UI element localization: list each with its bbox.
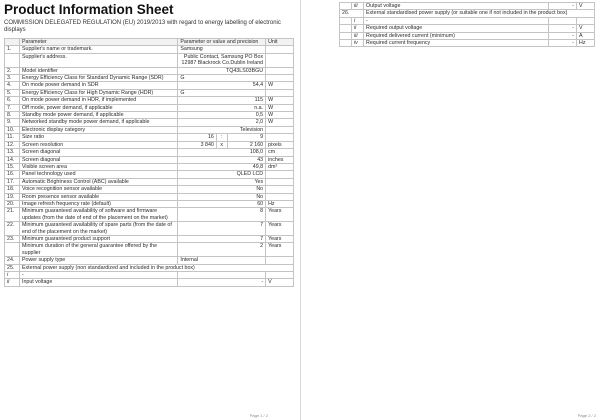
indent-cell bbox=[340, 32, 352, 39]
parameter-value: 2 bbox=[178, 243, 266, 257]
row-number: 16. bbox=[5, 171, 20, 178]
header-number-cell bbox=[5, 39, 20, 46]
table-row bbox=[5, 163, 294, 170]
parameter-unit: dm² bbox=[266, 163, 294, 170]
indent-cell bbox=[340, 17, 352, 24]
table-row bbox=[5, 53, 294, 67]
parameter-label: On mode power demand in SDR bbox=[19, 82, 177, 89]
table-body-continued bbox=[340, 3, 595, 47]
parameter-value: - bbox=[549, 40, 577, 47]
parameter-label: Voice recognition sensor available bbox=[19, 186, 177, 193]
parameter-unit bbox=[266, 46, 294, 53]
row-number: 4. bbox=[5, 82, 20, 89]
parameter-value: - bbox=[549, 32, 577, 39]
parameter-value bbox=[178, 272, 266, 279]
parameter-value: QLED LCD bbox=[178, 171, 266, 178]
table-row bbox=[5, 208, 294, 222]
parameter-value: - bbox=[178, 279, 266, 286]
parameter-unit bbox=[266, 257, 294, 264]
parameter-label: Supplier's name or trademark. bbox=[19, 46, 177, 53]
parameter-label: Image refresh frequency rate (default) bbox=[19, 200, 177, 207]
table-row bbox=[5, 126, 294, 133]
parameter-unit bbox=[577, 17, 595, 24]
table-row bbox=[340, 3, 595, 10]
parameter-value: - bbox=[549, 25, 577, 32]
parameter-value: 7 bbox=[178, 235, 266, 242]
parameter-unit: W bbox=[266, 112, 294, 119]
table-row bbox=[5, 279, 294, 286]
table-row bbox=[5, 200, 294, 207]
parameter-unit bbox=[266, 75, 294, 82]
table-row bbox=[5, 186, 294, 193]
row-number: 9. bbox=[5, 119, 20, 126]
parameter-value: G bbox=[178, 75, 266, 82]
table-row bbox=[5, 235, 294, 242]
parameter-unit: A bbox=[577, 32, 595, 39]
parameter-value: 43 bbox=[178, 156, 266, 163]
parameter-label: Electronic display category bbox=[19, 126, 177, 133]
table-row bbox=[5, 171, 294, 178]
value-part: 9 bbox=[227, 134, 266, 141]
row-number: 11. bbox=[5, 134, 20, 141]
table-row bbox=[5, 243, 294, 257]
roman-numeral: iii bbox=[352, 3, 364, 10]
parameter-unit: pixels bbox=[266, 141, 294, 148]
parameter-unit: W bbox=[266, 119, 294, 126]
table-row bbox=[5, 178, 294, 185]
table-row bbox=[5, 141, 294, 148]
row-number: 26. bbox=[340, 10, 364, 17]
row-number: 7. bbox=[5, 104, 20, 111]
row-number: 3. bbox=[5, 75, 20, 82]
parameter-unit: V bbox=[577, 3, 595, 10]
parameter-unit bbox=[266, 272, 294, 279]
table-row bbox=[340, 40, 595, 47]
row-number: 2. bbox=[5, 67, 20, 74]
page-footer: Page 2 / 2 bbox=[577, 413, 596, 418]
parameter-label: Networked standby mode power demand, if applicable bbox=[19, 119, 177, 126]
parameter-unit bbox=[266, 171, 294, 178]
parameter-unit bbox=[266, 89, 294, 96]
parameter-unit: Hz bbox=[266, 200, 294, 207]
parameter-value: 49,8 bbox=[178, 163, 266, 170]
table-row bbox=[340, 10, 595, 17]
parameter-unit: W bbox=[266, 97, 294, 104]
table-header-row bbox=[5, 39, 294, 46]
parameter-unit: W bbox=[266, 104, 294, 111]
parameter-label: - bbox=[364, 17, 549, 24]
value-part: 16 bbox=[178, 134, 217, 141]
parameter-unit bbox=[266, 126, 294, 133]
parameter-unit bbox=[266, 53, 294, 67]
parameter-unit bbox=[266, 186, 294, 193]
table-body bbox=[5, 46, 294, 286]
header-value: Parameter or value and precision bbox=[178, 39, 266, 46]
parameter-value: 54,4 bbox=[178, 82, 266, 89]
section-label: External standardised power supply (or suitable one if not included in the product box) bbox=[364, 10, 595, 17]
table-row bbox=[5, 89, 294, 96]
parameter-value: No bbox=[178, 193, 266, 200]
product-info-table bbox=[4, 38, 294, 287]
roman-numeral: iv bbox=[352, 40, 364, 47]
product-info-table-continued bbox=[339, 2, 595, 47]
parameter-value bbox=[549, 17, 577, 24]
parameter-value: 7 bbox=[178, 222, 266, 236]
table-row bbox=[5, 112, 294, 119]
table-row bbox=[340, 25, 595, 32]
parameter-label: Room presence sensor available bbox=[19, 193, 177, 200]
value-separator: x bbox=[216, 141, 227, 148]
row-number: 22. bbox=[5, 222, 20, 236]
row-number: 14. bbox=[5, 156, 20, 163]
table-row bbox=[5, 75, 294, 82]
parameter-label: Standby mode power demand, if applicable bbox=[19, 112, 177, 119]
parameter-label: Output voltage bbox=[364, 3, 549, 10]
value-separator: : bbox=[216, 134, 227, 141]
parameter-label: Supplier's address. bbox=[19, 53, 177, 67]
parameter-value: G bbox=[178, 89, 266, 96]
parameter-label: Automatic Brightness Control (ABC) available bbox=[19, 178, 177, 185]
indent-cell bbox=[340, 25, 352, 32]
parameter-label: Visible screen area bbox=[19, 163, 177, 170]
table-row bbox=[5, 156, 294, 163]
table-row bbox=[5, 97, 294, 104]
parameter-label: Energy Efficiency Class for Standard Dynamic Range (SDR) bbox=[19, 75, 177, 82]
table-row bbox=[5, 222, 294, 236]
roman-numeral: iii bbox=[352, 32, 364, 39]
row-number: 19. bbox=[5, 193, 20, 200]
parameter-label: Minimum guaranteed availability of software and firmware updates (from the date of end of the placement on the market) bbox=[19, 208, 177, 222]
value-part: 2 160 bbox=[227, 141, 266, 148]
parameter-label: Size ratio bbox=[19, 134, 177, 141]
parameter-label: Screen diagonal bbox=[19, 149, 177, 156]
value-part: 3 840 bbox=[178, 141, 217, 148]
parameter-unit: V bbox=[577, 25, 595, 32]
table-row bbox=[5, 149, 294, 156]
parameter-label: On mode power demand in HDR, if implemented bbox=[19, 97, 177, 104]
table-row bbox=[5, 264, 294, 271]
parameter-unit bbox=[266, 178, 294, 185]
row-number: 23. bbox=[5, 235, 20, 242]
header-parameter: Parameter bbox=[19, 39, 177, 46]
roman-numeral: ii bbox=[5, 279, 20, 286]
parameter-value: - bbox=[549, 3, 577, 10]
parameter-label: Off mode, power demand, if applicable bbox=[19, 104, 177, 111]
parameter-label: Minimum duration of the general guarantee offered by the supplier bbox=[19, 243, 177, 257]
parameter-label: Power supply type bbox=[19, 257, 177, 264]
document-subtitle: COMMISSION DELEGATED REGULATION (EU) 2019/2013 with regard to energy labelling of electronic displays bbox=[4, 20, 281, 33]
parameter-label: Panel technology used bbox=[19, 171, 177, 178]
indent-cell bbox=[340, 40, 352, 47]
table-row bbox=[5, 46, 294, 53]
section-label: External power supply (non standardized and included in the product box) bbox=[19, 264, 293, 271]
table-row bbox=[5, 104, 294, 111]
document-title: Product Information Sheet bbox=[4, 2, 174, 17]
parameter-unit: Years bbox=[266, 243, 294, 257]
parameter-value: 60 bbox=[178, 200, 266, 207]
roman-numeral: i bbox=[352, 17, 364, 24]
parameter-label: Minimum guaranteed product support bbox=[19, 235, 177, 242]
indent-cell bbox=[340, 3, 352, 10]
row-number: 5. bbox=[5, 89, 20, 96]
roman-numeral: ii bbox=[352, 25, 364, 32]
row-number: 6. bbox=[5, 97, 20, 104]
row-number: 10. bbox=[5, 126, 20, 133]
row-number: 24. bbox=[5, 257, 20, 264]
parameter-unit: Hz bbox=[577, 40, 595, 47]
parameter-value: Internal bbox=[178, 257, 266, 264]
parameter-value: 115 bbox=[178, 97, 266, 104]
row-number: 12. bbox=[5, 141, 20, 148]
row-number: 8. bbox=[5, 112, 20, 119]
parameter-label: Input voltage bbox=[19, 279, 177, 286]
row-number: 17. bbox=[5, 178, 20, 185]
table-row bbox=[340, 17, 595, 24]
table-row bbox=[5, 82, 294, 89]
row-number: 1. bbox=[5, 46, 20, 53]
page-footer: Page 1 / 2 bbox=[249, 413, 268, 418]
parameter-label: Minimum guaranteed availability of spare parts (from the date of end of the placement on the market) bbox=[19, 222, 177, 236]
row-number bbox=[5, 243, 20, 257]
table-row bbox=[340, 32, 595, 39]
parameter-label: Model identifier bbox=[19, 67, 177, 74]
parameter-unit: Years bbox=[266, 208, 294, 222]
parameter-value: 0,5 bbox=[178, 112, 266, 119]
row-number: 21. bbox=[5, 208, 20, 222]
row-number bbox=[5, 53, 20, 67]
parameter-unit: Years bbox=[266, 222, 294, 236]
row-number: 15. bbox=[5, 163, 20, 170]
table-row bbox=[5, 67, 294, 74]
table-row bbox=[5, 257, 294, 264]
parameter-label: Screen resolution bbox=[19, 141, 177, 148]
parameter-value: 2,0 bbox=[178, 119, 266, 126]
parameter-value: No bbox=[178, 186, 266, 193]
parameter-value: 108,0 bbox=[178, 149, 266, 156]
parameter-unit: cm bbox=[266, 149, 294, 156]
parameter-value: TQ43LS03BGU bbox=[178, 67, 266, 74]
row-number: 13. bbox=[5, 149, 20, 156]
parameter-value: Samsung bbox=[178, 46, 266, 53]
roman-numeral: i bbox=[5, 272, 20, 279]
table-row bbox=[5, 119, 294, 126]
parameter-value: Television bbox=[178, 126, 266, 133]
row-number: 20. bbox=[5, 200, 20, 207]
table-row bbox=[5, 272, 294, 279]
row-number: 25. bbox=[5, 264, 20, 271]
parameter-label: Screen diagonal bbox=[19, 156, 177, 163]
parameter-unit: V bbox=[266, 279, 294, 286]
table-row bbox=[5, 193, 294, 200]
page-2 bbox=[300, 0, 600, 420]
parameter-value: n.a. bbox=[178, 104, 266, 111]
parameter-label: Required current frequency bbox=[364, 40, 549, 47]
parameter-unit: inches bbox=[266, 156, 294, 163]
parameter-label: Energy Efficiency Class for High Dynamic Range (HDR) bbox=[19, 89, 177, 96]
parameter-value: Public Contact, Samsung PO Box 12987 Blackrock Co.Dublin Ireland bbox=[178, 53, 266, 67]
parameter-label: Required delivered current (minimum) bbox=[364, 32, 549, 39]
row-number: 18. bbox=[5, 186, 20, 193]
parameter-value: Yes bbox=[178, 178, 266, 185]
parameter-unit: W bbox=[266, 82, 294, 89]
parameter-unit bbox=[266, 193, 294, 200]
header-unit: Unit bbox=[266, 39, 294, 46]
parameter-label: - bbox=[19, 272, 177, 279]
parameter-unit bbox=[266, 67, 294, 74]
table-row bbox=[5, 134, 294, 141]
parameter-value: 8 bbox=[178, 208, 266, 222]
parameter-unit: Years bbox=[266, 235, 294, 242]
parameter-label: Required output voltage bbox=[364, 25, 549, 32]
parameter-unit bbox=[266, 134, 294, 141]
